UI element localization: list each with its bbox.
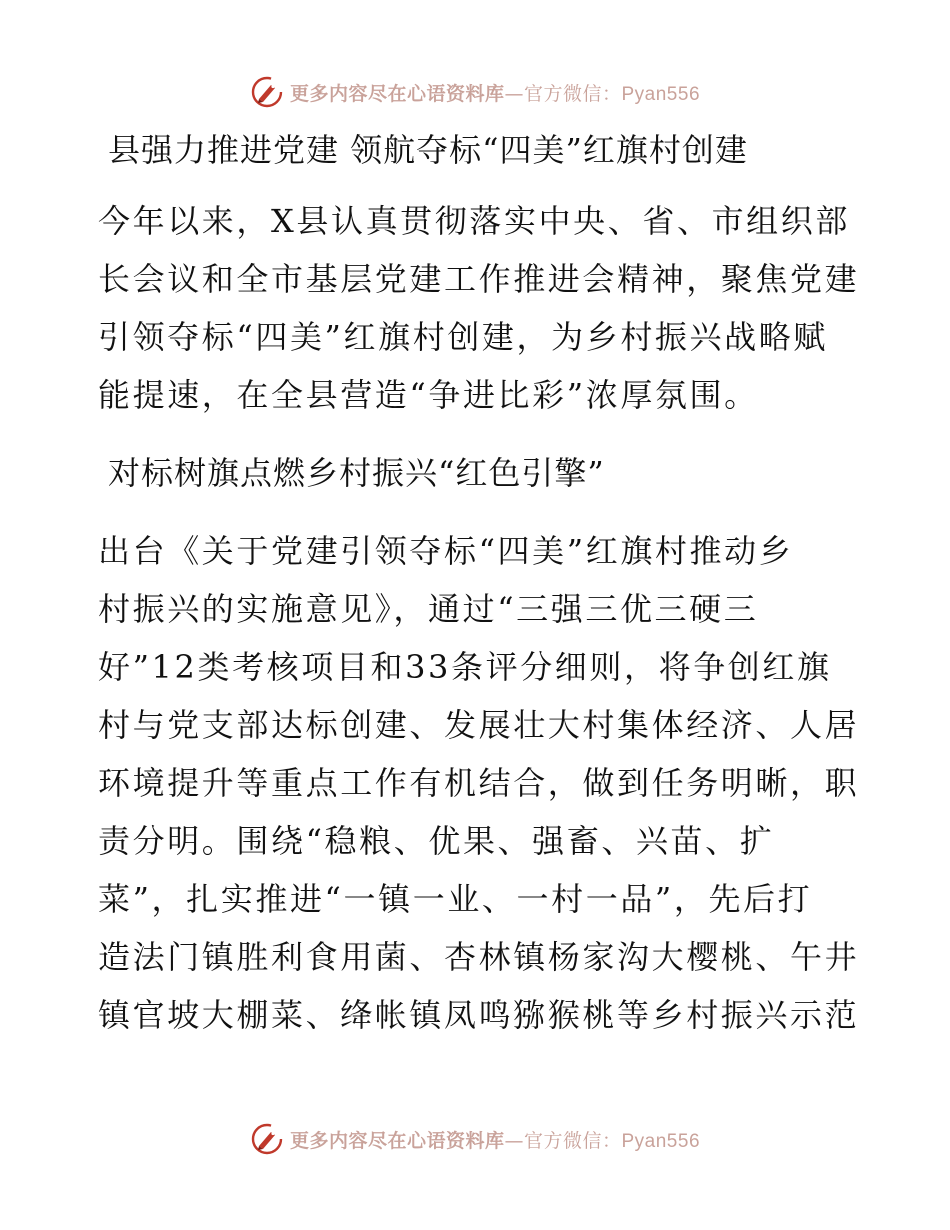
paragraph-line: 菜”，扎实推进“一镇一业、一村一品”，先后打 bbox=[98, 880, 813, 918]
watermark-label: 官方微信： bbox=[523, 82, 622, 105]
document-title: 县强力推进党建 领航夺标“四美”红旗村创建 bbox=[108, 131, 748, 169]
watermark-header bbox=[0, 72, 950, 112]
watermark-brand: 更多内容尽在心语资料库 bbox=[289, 1129, 505, 1152]
section-heading: 对标树旗点燃乡村振兴“红色引擎” bbox=[108, 454, 605, 492]
paragraph-line: 能提速，在全县营造“争进比彩”浓厚氛围。 bbox=[98, 376, 759, 414]
paragraph-line: 长会议和全市基层党建工作推进会精神，聚焦党建 bbox=[98, 260, 860, 298]
watermark-separator: — bbox=[504, 82, 524, 105]
watermark-label: 官方微信： bbox=[523, 1129, 622, 1152]
document-body bbox=[98, 122, 860, 1044]
paragraph-line: 引领夺标“四美”红旗村创建，为乡村振兴战略赋 bbox=[98, 318, 828, 356]
paragraph-line: 造法门镇胜利食用菌、杏林镇杨家沟大樱桃、午井 bbox=[98, 938, 860, 976]
watermark-wechat-id: Pyan556 bbox=[621, 83, 701, 105]
watermark-brand: 更多内容尽在心语资料库 bbox=[289, 82, 505, 105]
paragraph-line: 村与党支部达标创建、发展壮大村集体经济、人居 bbox=[98, 706, 860, 744]
paragraph-intro bbox=[98, 192, 860, 424]
paragraph-line: 出台《关于党建引领夺标“四美”红旗村推动乡 bbox=[98, 532, 794, 570]
paragraph-section bbox=[98, 522, 860, 1044]
watermark-text bbox=[290, 79, 700, 106]
paragraph-line: 环境提升等重点工作有机结合，做到任务明晰，职 bbox=[98, 764, 860, 802]
watermark-text bbox=[290, 1126, 700, 1153]
paragraph-line: 村振兴的实施意见》，通过“三强三优三硬三 bbox=[98, 590, 759, 628]
watermark-separator: — bbox=[504, 1129, 524, 1152]
pen-circle-logo-icon bbox=[250, 75, 284, 109]
paragraph-line: 今年以来，X县认真贯彻落实中央、省、市组织部 bbox=[98, 202, 850, 240]
paragraph-line: 镇官坡大棚菜、绛帐镇凤鸣猕猴桃等乡村振兴示范 bbox=[98, 996, 860, 1034]
paragraph-line: 责分明。围绕“稳粮、优果、强畜、兴苗、扩 bbox=[98, 822, 775, 860]
watermark-wechat-id: Pyan556 bbox=[621, 1130, 701, 1152]
paragraph-line: 好”12类考核项目和33条评分细则，将争创红旗 bbox=[98, 648, 832, 686]
watermark-footer bbox=[0, 1119, 950, 1159]
pen-circle-logo-icon bbox=[250, 1122, 284, 1156]
